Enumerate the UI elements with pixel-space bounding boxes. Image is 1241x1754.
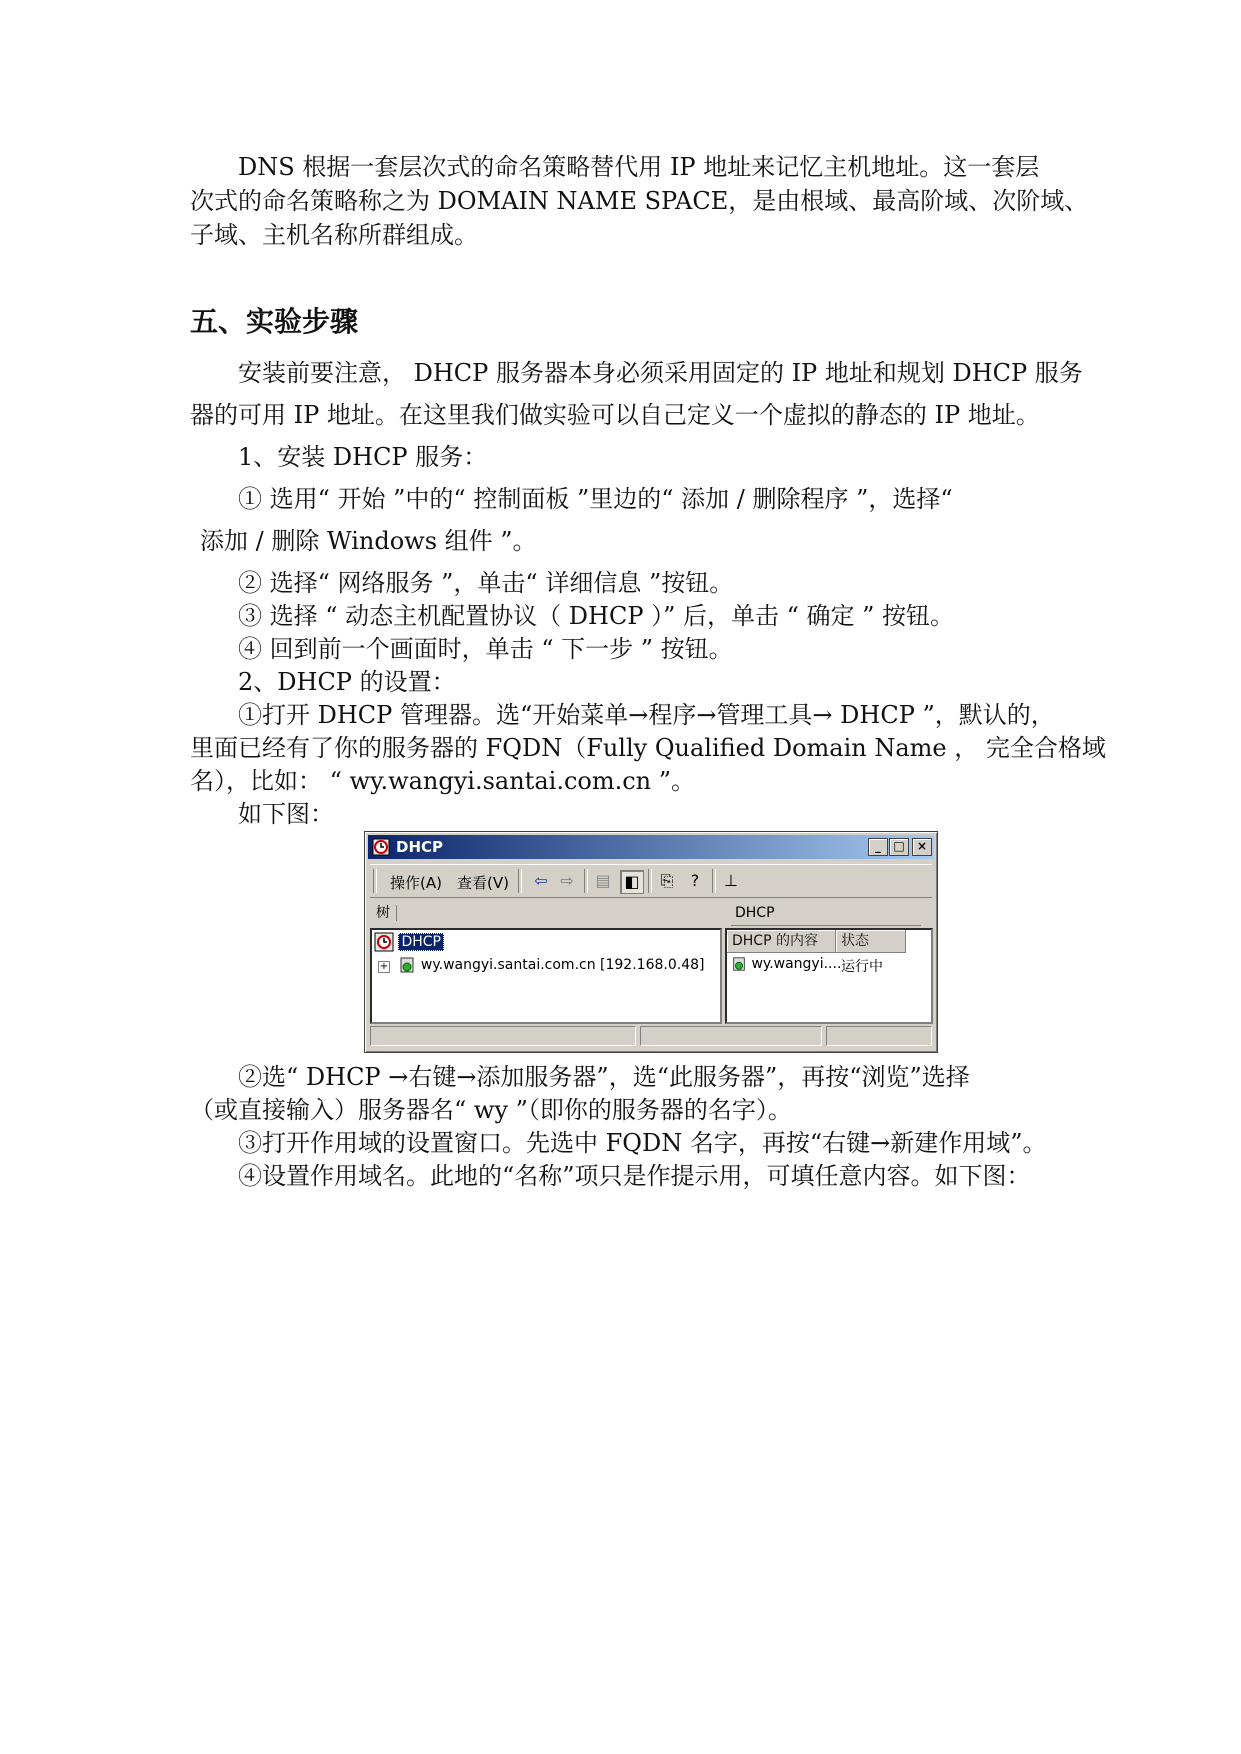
toolbar-grip [373,869,377,893]
dhcp-clock-icon [372,838,390,856]
step1-item-4: ④ 回到前一个画面时，单击 “ 下一步 ” 按钮。 [238,635,733,663]
toolbar-separator [584,869,588,893]
menu-view[interactable]: 查看(V) [457,874,509,892]
server-icon [398,956,416,974]
list-row-status: 运行中 [841,959,883,975]
status-cell [640,1026,822,1046]
help-icon[interactable]: ? [690,871,700,890]
back-arrow-icon[interactable]: ⇦ [534,871,548,890]
list-row-name: wy.wangyi.... [751,956,842,972]
window-title: DHCP [396,838,444,856]
step1-item-3: ③ 选择 “ 动态主机配置协议（ DHCP ）” 后，单击 “ 确定 ” 按钮。 [238,602,955,630]
server-icon [731,956,747,972]
para1-line-1: 安装前要注意， DHCP 服务器本身必须采用固定的 IP 地址和规划 DHCP 服务 [238,359,1083,387]
tree-tab-label: 树 [370,905,397,921]
tree-root-item[interactable] [374,932,444,952]
right-pane-header [731,901,921,926]
intro-line-3: 子域、主机名称所群组成。 [190,221,478,249]
server-refresh-icon[interactable]: ⊥ [724,871,738,890]
step2-title: 2、DHCP 的设置： [238,668,456,696]
step2-item1-line-2: 里面已经有了你的服务器的 FQDN（Fully Qualified Domain Name ， 完全合格域 [190,734,1106,762]
dhcp-window [364,831,938,1053]
expand-icon[interactable]: + [379,961,389,972]
step1-item-1a: ① 选用“ 开始 ”中的“ 控制面板 ”里边的“ 添加 / 删除程序 ”，选择“ [238,485,953,513]
toolbar-separator [518,869,522,893]
status-cell [826,1026,932,1046]
col-header-status[interactable]: 状态 [836,930,906,953]
show-tree-icon[interactable]: ◧ [620,870,644,894]
list-row[interactable] [731,956,841,972]
up-folder-icon[interactable]: ▤ [595,871,611,890]
minimize-button[interactable]: _ [868,838,888,856]
tree-server-label: wy.wangyi.santai.com.cn [192.168.0.48] [420,957,705,973]
toolbar [370,864,932,898]
para1-line-2: 器的可用 IP 地址。在这里我们做实验可以自己定义一个虚拟的静态的 IP 地址。 [190,401,1040,429]
intro-line-2: 次式的命名策略称之为 DOMAIN NAME SPACE，是由根域、最高阶域、次阶域、 [190,187,1089,215]
section-heading: 五、实验步骤 [190,305,359,338]
tree-pane [370,928,722,1024]
toolbar-separator [712,869,716,893]
dhcp-clock-icon [374,932,394,952]
tree-tab[interactable] [370,901,400,925]
step1-title: 1、安装 DHCP 服务： [238,443,488,471]
export-list-icon[interactable]: ⎘ [660,871,674,890]
intro-line-1: DNS 根据一套层次式的命名策略替代用 IP 地址来记忆主机地址。这一套层 [238,153,1040,181]
status-cell [370,1026,636,1046]
step2-item1-line-3: 名），比如： “ wy.wangyi.santai.com.cn ”。 [190,767,696,795]
step1-item-1b: 添加 / 删除 Windows 组件 ”。 [200,527,537,555]
step1-item-2: ② 选择“ 网络服务 ”，单击“ 详细信息 ”按钮。 [238,569,734,597]
step2-item2-line-2: （或直接输入）服务器名“ wy ”（即你的服务器的名字）。 [190,1096,792,1124]
list-pane [725,928,933,1024]
status-bar [370,1026,932,1046]
step2-item4: ④设置作用域名。此地的“名称”项只是作提示用，可填任意内容。如下图： [238,1162,1031,1190]
tree-server-item[interactable] [378,956,704,974]
col-header-content[interactable]: DHCP 的内容 [727,930,836,953]
step2-item2-line-1: ②选“ DHCP →右键→添加服务器”，选“此服务器”，再按“浏览”选择 [238,1063,970,1091]
close-button[interactable]: × [912,838,932,856]
figure-caption: 如下图： [238,800,334,828]
maximize-button[interactable]: □ [889,838,909,856]
toolbar-separator [648,869,652,893]
window-titlebar[interactable] [368,835,934,859]
right-pane-title: DHCP [735,905,775,921]
step2-item3: ③打开作用域的设置窗口。先选中 FQDN 名字，再按“右键→新建作用域”。 [238,1129,1047,1157]
menu-action[interactable]: 操作(A) [390,874,442,892]
forward-arrow-icon[interactable]: ⇨ [560,871,574,890]
step2-item1-line-1: ①打开 DHCP 管理器。选“开始菜单→程序→管理工具→ DHCP ”，默认的， [238,701,1055,729]
tree-root-label: DHCP [398,933,444,951]
